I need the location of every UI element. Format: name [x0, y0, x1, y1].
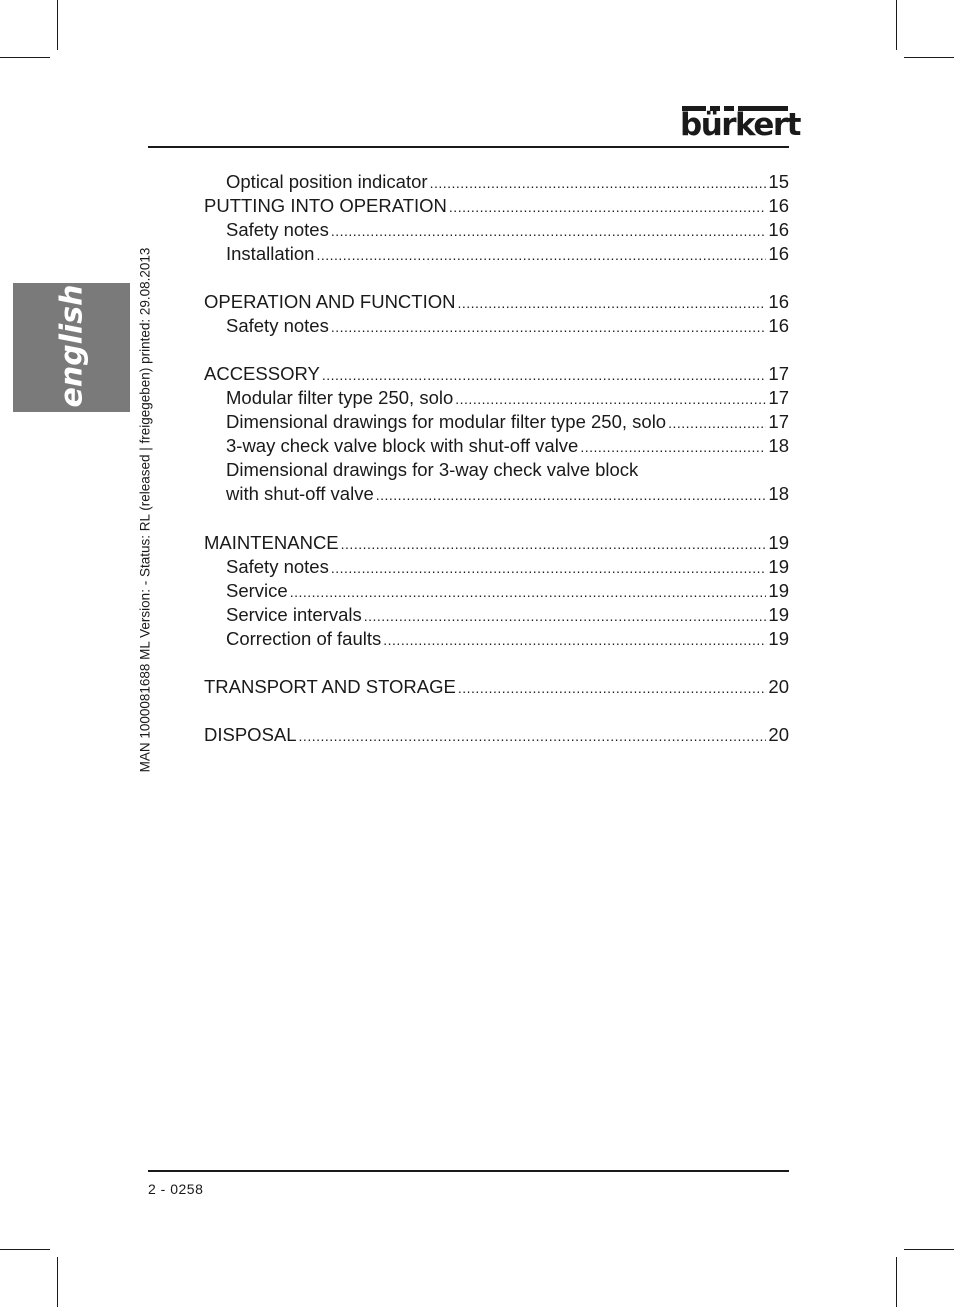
toc-entry-page: 16	[768, 219, 789, 240]
toc-entry	[204, 675, 789, 699]
toc-entry-title: Installation	[226, 243, 315, 264]
crop-mark	[0, 57, 50, 58]
toc-entry	[204, 290, 789, 314]
toc-entry	[226, 170, 789, 194]
toc-entry-title: Optical position indicator	[226, 171, 428, 192]
footer-rule	[148, 1170, 789, 1172]
toc-entry-title: TRANSPORT AND STORAGE	[204, 676, 456, 697]
toc-entry-title: Safety notes	[226, 219, 329, 240]
header-rule	[148, 146, 789, 148]
toc-leader-dots	[341, 532, 767, 556]
toc-entry-page: 19	[768, 556, 789, 577]
crop-mark	[0, 1249, 50, 1250]
toc-entry	[226, 434, 789, 458]
toc-entry	[226, 603, 789, 627]
toc-entry-page: 18	[768, 435, 789, 456]
crop-mark	[904, 57, 954, 58]
toc-entry	[226, 218, 789, 242]
toc-entry-title: ACCESSORY	[204, 363, 320, 384]
language-tab-label: english	[54, 284, 90, 408]
toc-leader-dots	[458, 676, 767, 700]
toc-leader-dots	[449, 195, 767, 219]
toc-leader-dots	[316, 243, 766, 267]
toc-entry	[204, 531, 789, 555]
toc-entry-page: 17	[768, 387, 789, 408]
toc-leader-dots	[299, 724, 767, 748]
toc-entry	[226, 458, 789, 482]
toc-leader-dots	[455, 387, 766, 411]
toc-entry-page: 20	[768, 724, 789, 745]
toc-entry-page: 16	[768, 315, 789, 336]
toc-entry	[204, 723, 789, 747]
toc-entry-title: 3-way check valve block with shut-off valve	[226, 435, 579, 456]
toc-entry-title: DISPOSAL	[204, 724, 297, 745]
toc-entry-page: 17	[768, 363, 789, 384]
logo-text: bürkert	[680, 107, 800, 143]
toc-entry-title: Dimensional drawings for modular filter type 250, solo	[226, 411, 667, 432]
toc-leader-dots	[331, 556, 767, 580]
crop-mark	[896, 0, 897, 50]
toc-entry	[226, 242, 789, 266]
toc-entry	[226, 627, 789, 651]
toc-leader-dots	[668, 411, 766, 435]
toc-entry-page: 18	[768, 483, 789, 504]
toc-leader-dots	[322, 363, 767, 387]
toc-entry-page: 19	[768, 580, 789, 601]
toc-entry-page: 19	[768, 628, 789, 649]
toc-entry-title: Safety notes	[226, 315, 329, 336]
toc-entry-page: 19	[768, 532, 789, 553]
toc-entry-title: Service intervals	[226, 604, 362, 625]
toc-entry-title: PUTTING INTO OPERATION	[204, 195, 447, 216]
toc-entry-page: 16	[768, 195, 789, 216]
toc-leader-dots	[383, 628, 766, 652]
toc-entry	[226, 482, 789, 506]
toc-entry-title: Dimensional drawings for 3-way check valve block	[226, 459, 639, 480]
toc-entry-page: 19	[768, 604, 789, 625]
toc-entry-title: MAINTENANCE	[204, 532, 339, 553]
document-status-text: MAN 1000081688 ML Version: - Status: RL (released | freigegeben) printed: 29.08.2013	[137, 247, 153, 773]
toc-entry	[204, 194, 789, 218]
crop-mark	[57, 1257, 58, 1307]
toc-entry-title: Service	[226, 580, 288, 601]
toc-leader-dots	[457, 291, 766, 315]
crop-mark	[896, 1257, 897, 1307]
toc-entry	[226, 386, 789, 410]
page-number: 2 - 0258	[148, 1181, 204, 1197]
toc-entry-title: with shut-off valve	[226, 483, 374, 504]
crop-mark	[57, 0, 58, 50]
toc-entry-page: 16	[768, 243, 789, 264]
toc-entry-title: Safety notes	[226, 556, 329, 577]
toc-entry-title: OPERATION AND FUNCTION	[204, 291, 456, 312]
toc-entry	[226, 555, 789, 579]
toc-leader-dots	[376, 483, 767, 507]
toc-entry	[226, 579, 789, 603]
toc-entry	[204, 362, 789, 386]
toc-entry-page: 20	[768, 676, 789, 697]
toc-leader-dots	[331, 219, 767, 243]
toc-entry-page: 17	[768, 411, 789, 432]
toc-entry-title: Correction of faults	[226, 628, 382, 649]
toc-entry-page: 16	[768, 291, 789, 312]
toc-leader-dots	[290, 580, 767, 604]
crop-mark	[904, 1249, 954, 1250]
toc-leader-dots	[331, 315, 767, 339]
toc-leader-dots	[364, 604, 767, 628]
toc-entry-page: 15	[768, 171, 789, 192]
toc-entry	[226, 410, 789, 434]
toc-entry-title: Modular filter type 250, solo	[226, 387, 454, 408]
toc-leader-dots	[580, 435, 766, 459]
toc-leader-dots	[430, 171, 767, 195]
brand-logo	[680, 106, 800, 143]
toc-entry	[226, 314, 789, 338]
